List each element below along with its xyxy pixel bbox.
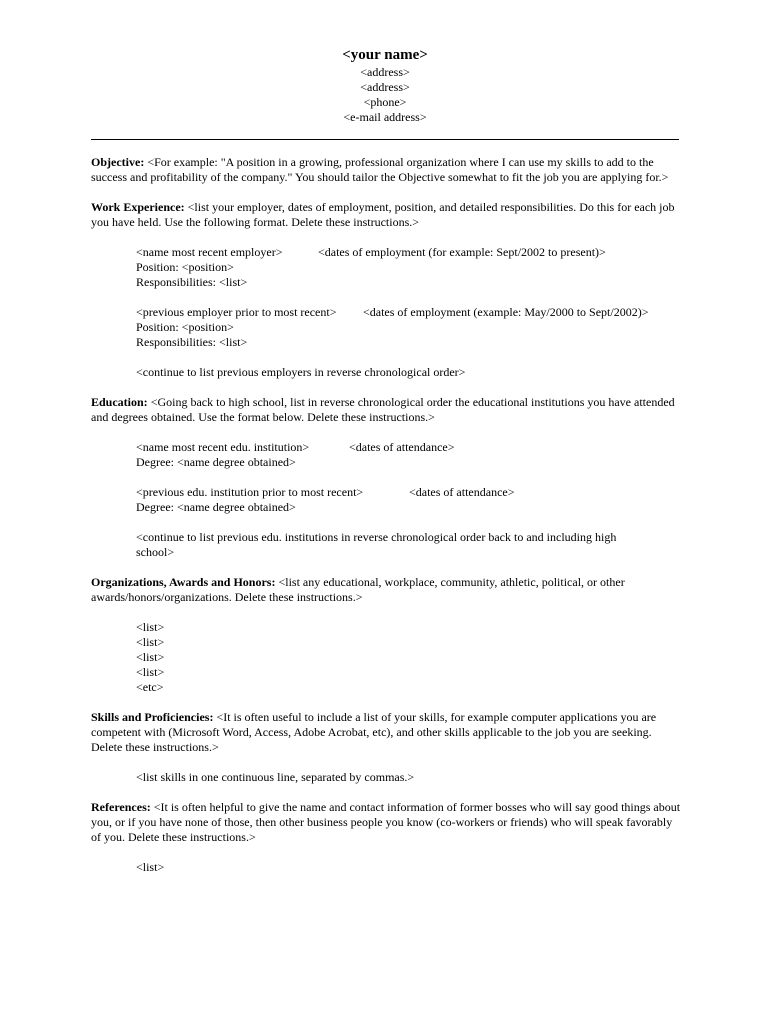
objective-paragraph bbox=[91, 155, 681, 185]
resume-header bbox=[0, 46, 770, 125]
work-continue-note: <continue to list previous employers in reverse chronological order> bbox=[136, 365, 466, 379]
job1-position: Position: <position> bbox=[136, 260, 234, 274]
school1-institution: <name most recent edu. institution> bbox=[136, 440, 310, 454]
school2-dates: <dates of attendance> bbox=[409, 485, 515, 499]
education-text: <Going back to high school, list in reverse chronological order the educational institutions you have attended and degrees obtained. Use the format below. Delete these instructions.> bbox=[91, 395, 675, 424]
list-item: <list> bbox=[136, 650, 165, 664]
applicant-name: <your name> bbox=[342, 47, 428, 63]
awards-paragraph bbox=[91, 575, 681, 605]
header-divider bbox=[91, 139, 679, 140]
school1-degree: Degree: <name degree obtained> bbox=[136, 455, 296, 469]
awards-heading: Organizations, Awards and Honors: bbox=[91, 575, 276, 589]
objective-text: <For example: "A position in a growing, professional organization where I can use my skills to add to the success and profitability of the company." You should tailor the Objective somewhat to fit the job you are applying for.> bbox=[91, 155, 669, 184]
education-section bbox=[91, 395, 681, 560]
school1-dates: <dates of attendance> bbox=[349, 440, 455, 454]
skills-list-placeholder: <list skills in one continuous line, separated by commas.> bbox=[136, 770, 415, 784]
job1-responsibilities: Responsibilities: <list> bbox=[136, 275, 248, 289]
school2-institution: <previous edu. institution prior to most recent> bbox=[136, 485, 364, 499]
work-experience-paragraph bbox=[91, 200, 681, 230]
phone-line: <phone> bbox=[363, 95, 407, 109]
objective-heading: Objective: bbox=[91, 155, 145, 169]
job-entry-1 bbox=[91, 245, 681, 290]
job1-dates: <dates of employment (for example: Sept/2002 to present)> bbox=[318, 245, 606, 259]
job1-employer: <name most recent employer> bbox=[136, 245, 283, 259]
school2-degree: Degree: <name degree obtained> bbox=[136, 500, 296, 514]
job2-dates: <dates of employment (example: May/2000 to Sept/2002)> bbox=[363, 305, 649, 319]
awards-list bbox=[91, 620, 681, 695]
objective-section bbox=[91, 155, 681, 185]
skills-heading: Skills and Proficiencies: bbox=[91, 710, 214, 724]
awards-section bbox=[91, 575, 681, 695]
education-continue-note: <continue to list previous edu. institutions in reverse chronological order back to and including high school> bbox=[136, 530, 617, 559]
school-entry-1 bbox=[91, 440, 681, 470]
references-text: <It is often helpful to give the name and contact information of former bosses who will say good things about you, or if you have none of those, then other business people you know (co-workers or friends) who will speak favorably of you. Delete these instructions.> bbox=[91, 800, 681, 844]
skills-section bbox=[91, 710, 681, 785]
work-experience-section bbox=[91, 200, 681, 380]
education-heading: Education: bbox=[91, 395, 148, 409]
skills-paragraph bbox=[91, 710, 681, 755]
address-line-1: <address> bbox=[360, 65, 410, 79]
job2-position: Position: <position> bbox=[136, 320, 234, 334]
job2-employer: <previous employer prior to most recent> bbox=[136, 305, 337, 319]
resume-body bbox=[91, 155, 681, 890]
email-line: <e-mail address> bbox=[343, 110, 427, 124]
address-line-2: <address> bbox=[360, 80, 410, 94]
job2-responsibilities: Responsibilities: <list> bbox=[136, 335, 248, 349]
work-experience-heading: Work Experience: bbox=[91, 200, 185, 214]
awards-text: <list any educational, workplace, community, athletic, political, or other awards/honors/organizations. Delete these instructions.> bbox=[91, 575, 625, 604]
skills-text: <It is often useful to include a list of your skills, for example computer applications you are competent with (Microsoft Word, Access, Adobe Acrobat, etc), and other skills applicable to the job you are seeking. Delete these instructions.> bbox=[91, 710, 657, 754]
references-section bbox=[91, 800, 681, 875]
school-entry-2 bbox=[91, 485, 681, 515]
work-experience-text: <list your employer, dates of employment, position, and detailed responsibilities. Do this for each job you have held. Use the following format. Delete these instructions.> bbox=[91, 200, 675, 229]
list-item: <etc> bbox=[136, 680, 164, 694]
references-paragraph bbox=[91, 800, 681, 845]
list-item: <list> bbox=[136, 665, 165, 679]
references-heading: References: bbox=[91, 800, 151, 814]
list-item: <list> bbox=[136, 620, 165, 634]
education-paragraph bbox=[91, 395, 681, 425]
references-list-placeholder: <list> bbox=[136, 860, 165, 874]
list-item: <list> bbox=[136, 635, 165, 649]
job-entry-2 bbox=[91, 305, 681, 350]
